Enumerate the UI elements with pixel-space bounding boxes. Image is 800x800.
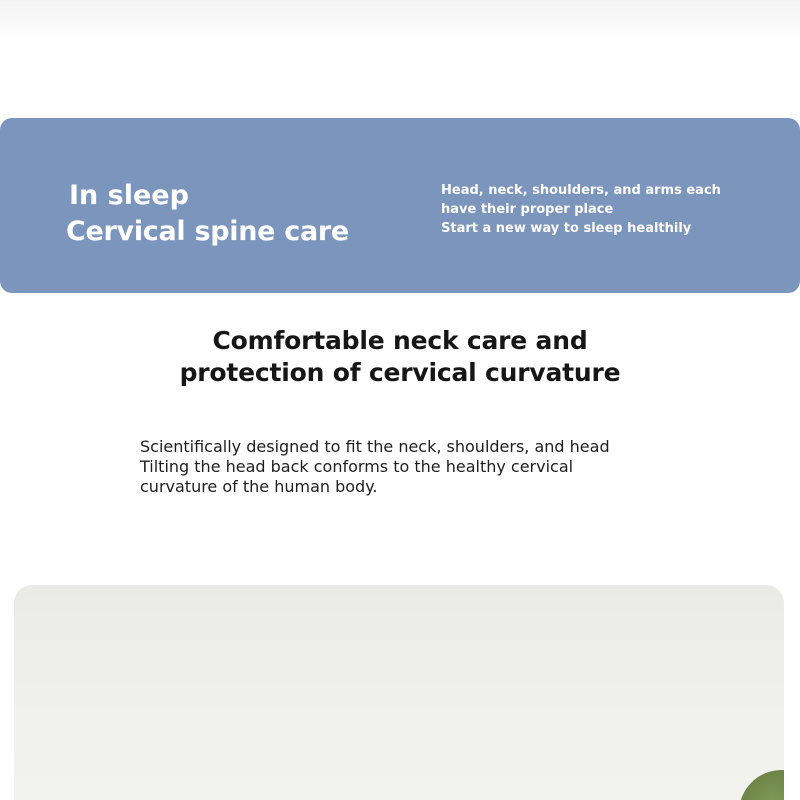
description-line3: curvature of the human body. [140, 477, 378, 496]
banner-title-line1: In sleep [69, 180, 189, 211]
top-image-edge [0, 0, 800, 38]
banner-title [66, 178, 349, 250]
section-heading [0, 325, 800, 389]
cervical-care-banner [0, 118, 800, 293]
banner-sub-line2: have their proper place [441, 202, 614, 217]
banner-title-line2: Cervical spine care [66, 216, 349, 247]
description-line1: Scientifically designed to fit the neck, shoulders, and head [140, 437, 610, 456]
banner-sub-line3: Start a new way to sleep healthily [441, 221, 692, 236]
section-description [140, 437, 700, 497]
product-photo [14, 585, 784, 800]
description-line2: Tilting the head back conforms to the healthy cervical [140, 457, 574, 476]
plant-leaf-detail [739, 770, 784, 800]
banner-sub-line1: Head, neck, shoulders, and arms each [441, 183, 721, 198]
heading-line2: protection of cervical curvature [179, 358, 621, 387]
banner-subtitle [441, 181, 721, 238]
heading-line1: Comfortable neck care and [212, 326, 588, 355]
